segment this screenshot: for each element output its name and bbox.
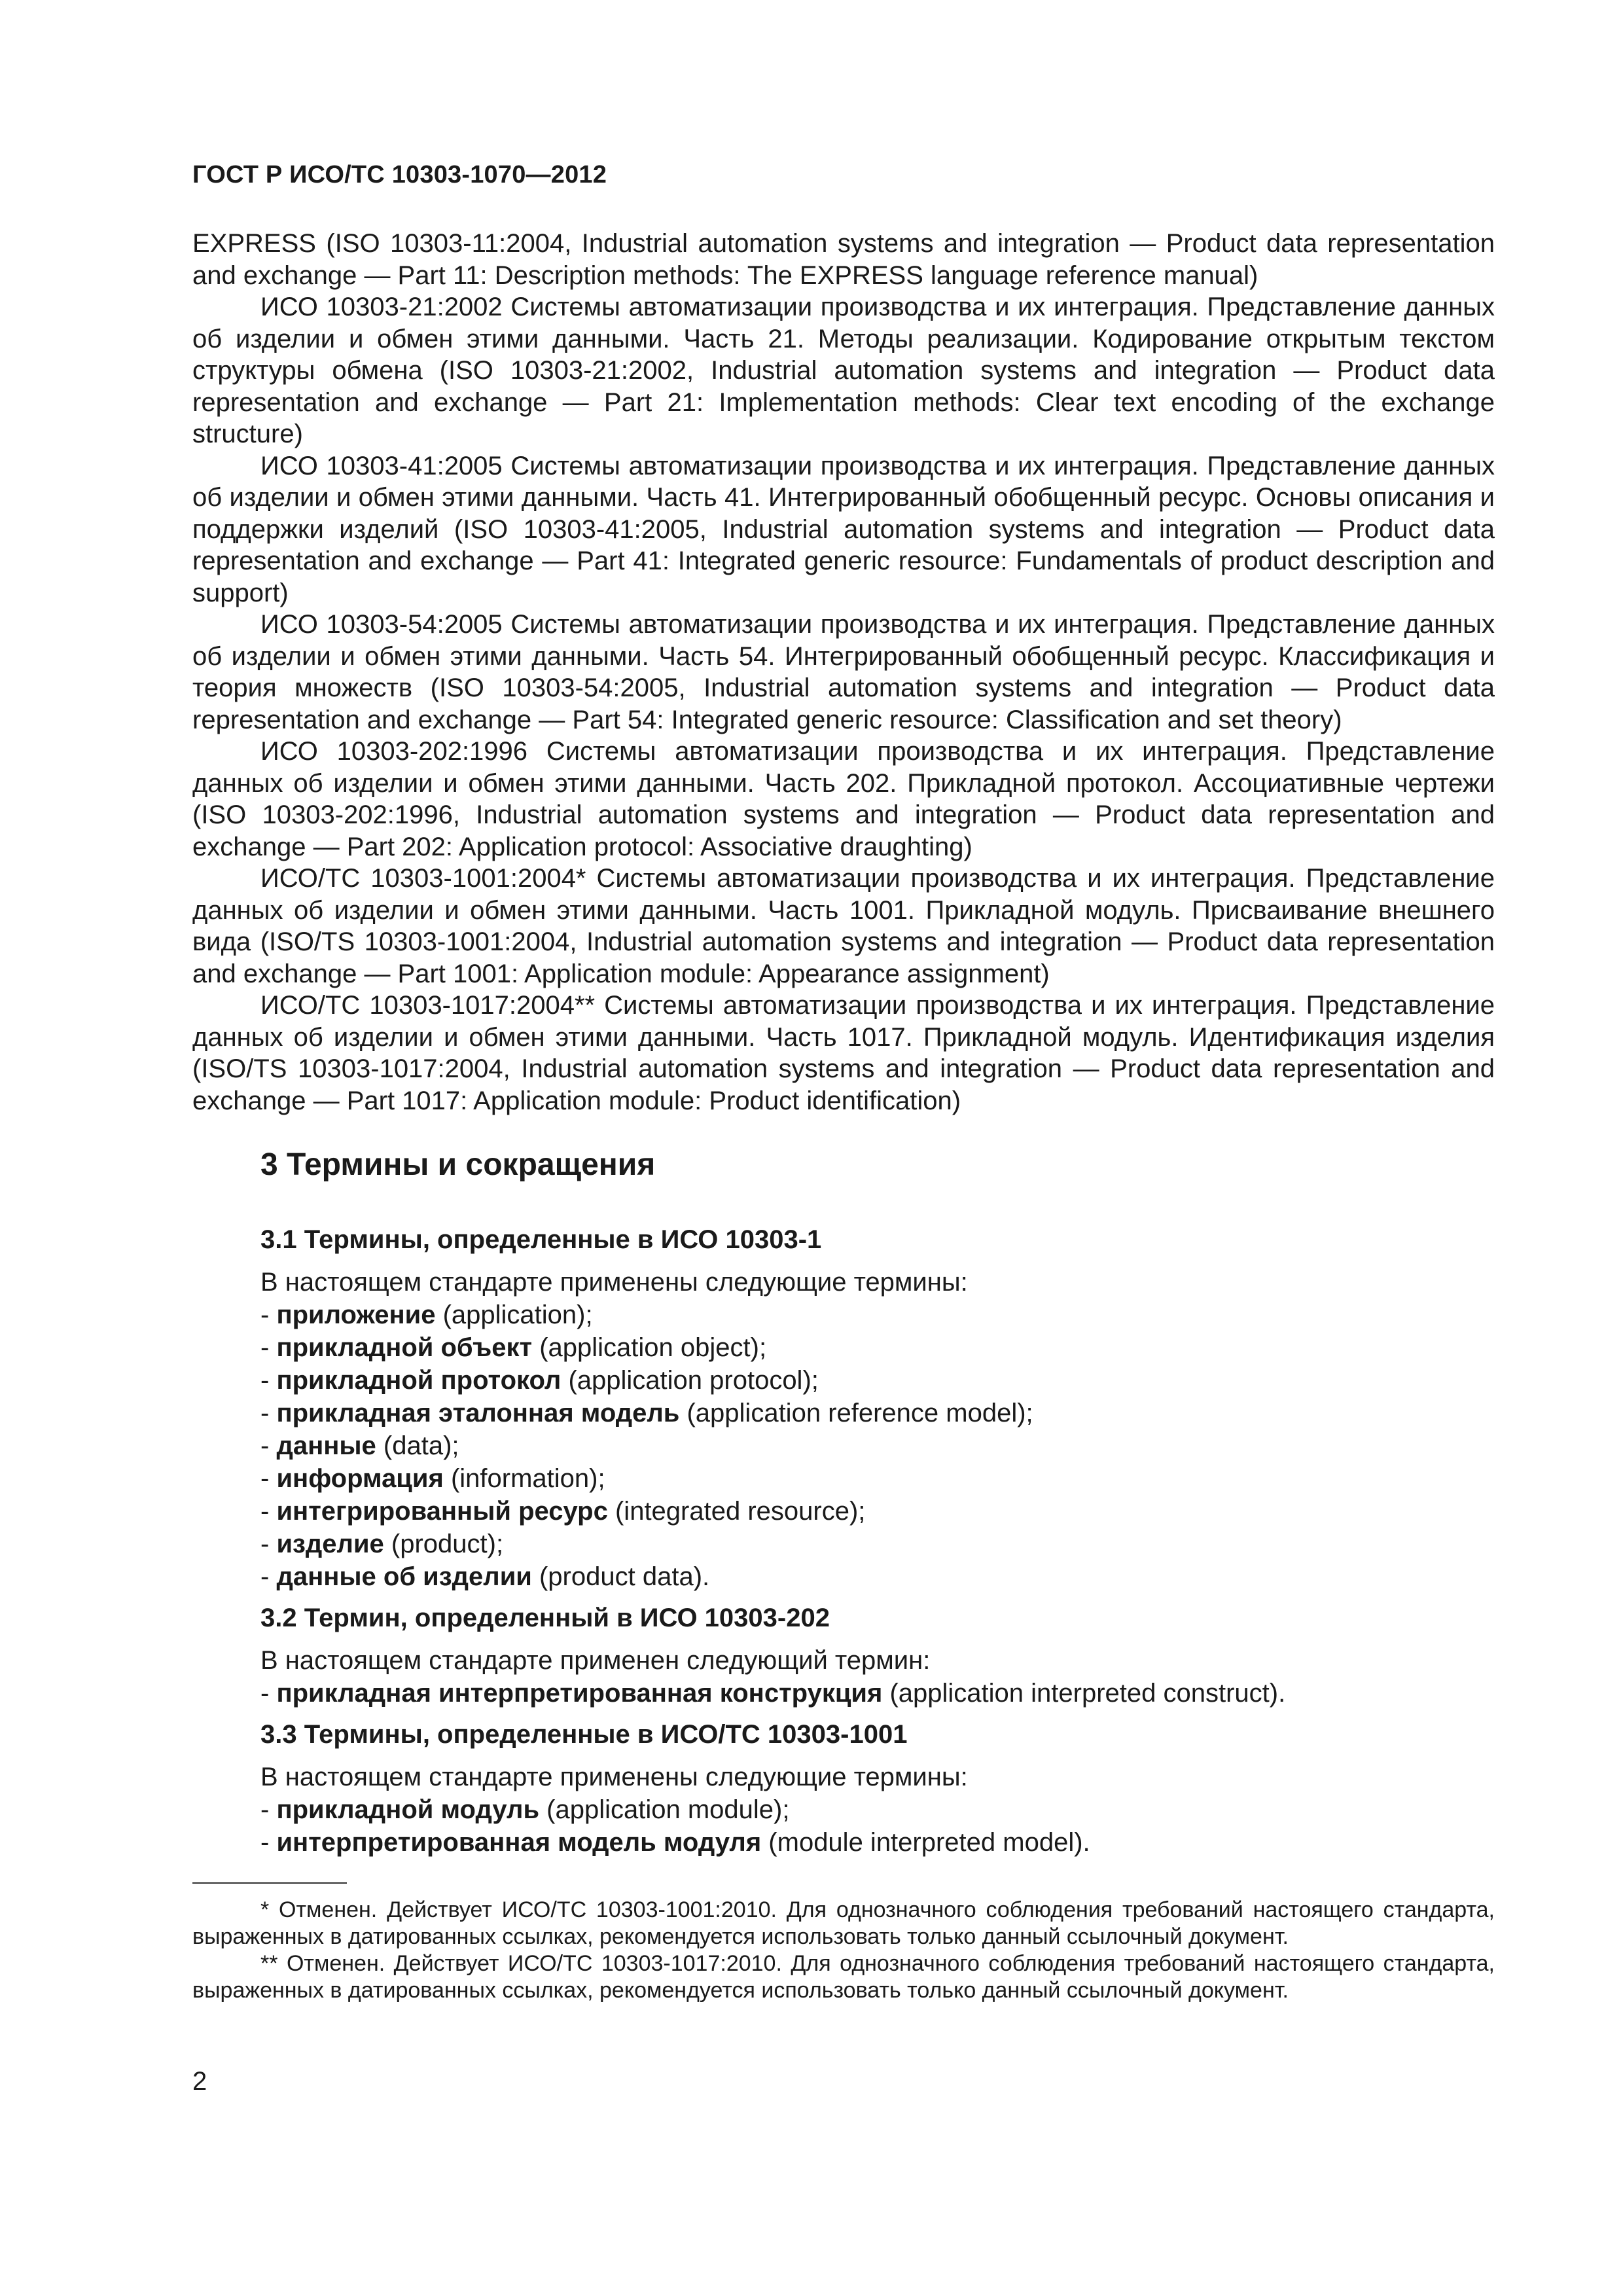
term-item: - прикладной протокол (application protocol); — [260, 1366, 819, 1395]
reference-item: ИСО/ТС 10303-1017:2004** Системы автоматизации производства и их интеграция. Представление данных об изделии и обмен этими данными. Часть 1017. Прикладной модуль. Идентификация изделия (ISO/TS 10303-1017:2004, Industrial automation systems and integration — Product data representation and exchange — Part 1017: Application module: Product identification) — [192, 991, 1495, 1115]
term-english: (information); — [443, 1464, 605, 1493]
term-item: - данные об изделии (product data). — [260, 1562, 710, 1591]
term-english: (application reference model); — [679, 1399, 1033, 1427]
subsection-heading-3-3: 3.3 Термины, определенные в ИСО/ТС 10303-1001 — [260, 1720, 908, 1749]
reference-item: ИСО 10303-202:1996 Системы автоматизации производства и их интеграция. Представление данных об изделии и обмен этими данными. Часть 202. Прикладной протокол. Ассоциативные чертежи (ISO 10303-202:1996, Industrial automation systems and integration — Product data representation and exchange — Part 202: Application protocol: Associative draughting) — [192, 737, 1495, 861]
term-name: прикладной модуль — [276, 1795, 540, 1824]
term-item: - интегрированный ресурс (integrated resource); — [260, 1497, 866, 1526]
term-name: данные — [276, 1431, 376, 1460]
footnote-item: ** Отменен. Действует ИСО/ТС 10303-1017:2010. Для однозначного соблюдения требований настоящего стандарта, выраженных в датированных ссылках, рекомендуется использовать только данный ссылочный документ. — [192, 1951, 1495, 2003]
subsection-body-3-3 — [260, 1761, 1495, 1859]
page-number: 2 — [192, 2067, 207, 2096]
term-name: прикладной протокол — [276, 1366, 562, 1395]
term-english: (application object); — [532, 1333, 767, 1362]
subsection-body-3-2 — [260, 1644, 1495, 1710]
section-title: 3 Термины и сокращения — [260, 1147, 656, 1182]
reference-item: ИСО/ТС 10303-1001:2004* Системы автоматизации производства и их интеграция. Представление данных об изделии и обмен этими данными. Часть 1001. Прикладной модуль. Присваивание внешнего вида (ISO/TS 10303-1001:2004, Industrial automation systems and integration — Product data representation and exchange — Part 1001: Application module: Appearance assignment) — [192, 864, 1495, 988]
term-english: (data); — [376, 1431, 459, 1460]
footnotes — [192, 1897, 1495, 2004]
footnote-item: * Отменен. Действует ИСО/ТС 10303-1001:2010. Для однозначного соблюдения требований настоящего стандарта, выраженных в датированных ссылках, рекомендуется использовать только данный ссылочный документ. — [192, 1897, 1495, 1949]
term-name: данные об изделии — [276, 1562, 532, 1591]
terms-intro: В настоящем стандарте применен следующий термин: — [260, 1646, 931, 1675]
term-name: интегрированный ресурс — [276, 1497, 608, 1526]
reference-item: ИСО 10303-54:2005 Системы автоматизации производства и их интеграция. Представление данных об изделии и обмен этими данными. Часть 54. Интегрированный обобщенный ресурс. Классификация и теория множеств (ISO 10303-54:2005, Industrial automation systems and integration — Product data representation and exchange — Part 54: Integrated generic resource: Classification and set theory) — [192, 610, 1495, 734]
reference-item: EXPRESS (ISO 10303-11:2004, Industrial automation systems and integration — Product data representation and exchange — Part 11: Description methods: The EXPRESS language reference manual) — [192, 229, 1495, 290]
term-item: - интерпретированная модель модуля (module interpreted model). — [260, 1828, 1090, 1857]
reference-item: ИСО 10303-21:2002 Системы автоматизации производства и их интеграция. Представление данных об изделии и обмен этими данными. Часть 21. Методы реализации. Кодирование открытым текстом структуры обмена (ISO 10303-21:2002, Industrial automation systems and integration — Product data representation and exchange — Part 21: Implementation methods: Clear text encoding of the exchange structure) — [192, 293, 1495, 448]
term-english: (application interpreted construct). — [882, 1679, 1286, 1708]
term-item: - приложение (application); — [260, 1300, 593, 1329]
term-english: (application module); — [539, 1795, 790, 1824]
term-name: изделие — [276, 1530, 384, 1558]
document-header: ГОСТ Р ИСО/ТС 10303-1070—2012 — [192, 161, 607, 188]
term-item: - прикладной модуль (application module); — [260, 1795, 790, 1824]
terms-intro: В настоящем стандарте применены следующие термины: — [260, 1763, 968, 1791]
term-english: (product data). — [531, 1562, 710, 1591]
footnote-separator — [192, 1882, 347, 1884]
term-item: - информация (information); — [260, 1464, 605, 1493]
term-name: прикладной объект — [276, 1333, 533, 1362]
reference-item: ИСО 10303-41:2005 Системы автоматизации производства и их интеграция. Представление данных об изделии и обмен этими данными. Часть 41. Интегрированный обобщенный ресурс. Основы описания и поддержки изделий (ISO 10303-41:2005, Industrial automation systems and integration — Product data representation and exchange — Part 41: Integrated generic resource: Fundamentals of product description and support) — [192, 451, 1495, 607]
terms-intro: В настоящем стандарте применены следующие термины: — [260, 1268, 968, 1297]
subsection-heading-3-2: 3.2 Термин, определенный в ИСО 10303-202 — [260, 1604, 830, 1632]
term-item: - прикладная интерпретированная конструкция (application interpreted construct). — [260, 1679, 1286, 1708]
term-item: - прикладной объект (application object); — [260, 1333, 767, 1362]
term-english: (module interpreted model). — [761, 1828, 1090, 1857]
term-name: прикладная интерпретированная конструкция — [276, 1679, 883, 1708]
term-name: приложение — [276, 1300, 436, 1329]
subsection-heading-3-1: 3.1 Термины, определенные в ИСО 10303-1 — [260, 1225, 822, 1254]
term-english: (application); — [435, 1300, 593, 1329]
term-item: - изделие (product); — [260, 1530, 504, 1558]
term-english: (product); — [383, 1530, 504, 1558]
term-item: - прикладная эталонная модель (application reference model); — [260, 1399, 1033, 1427]
term-english: (application protocol); — [561, 1366, 819, 1395]
term-name: прикладная эталонная модель — [276, 1399, 680, 1427]
subsection-body-3-1 — [260, 1266, 1495, 1593]
term-item: - данные (data); — [260, 1431, 459, 1460]
term-english: (integrated resource); — [607, 1497, 866, 1526]
normative-references — [192, 228, 1495, 1117]
term-name: информация — [276, 1464, 444, 1493]
term-name: интерпретированная модель модуля — [276, 1828, 762, 1857]
